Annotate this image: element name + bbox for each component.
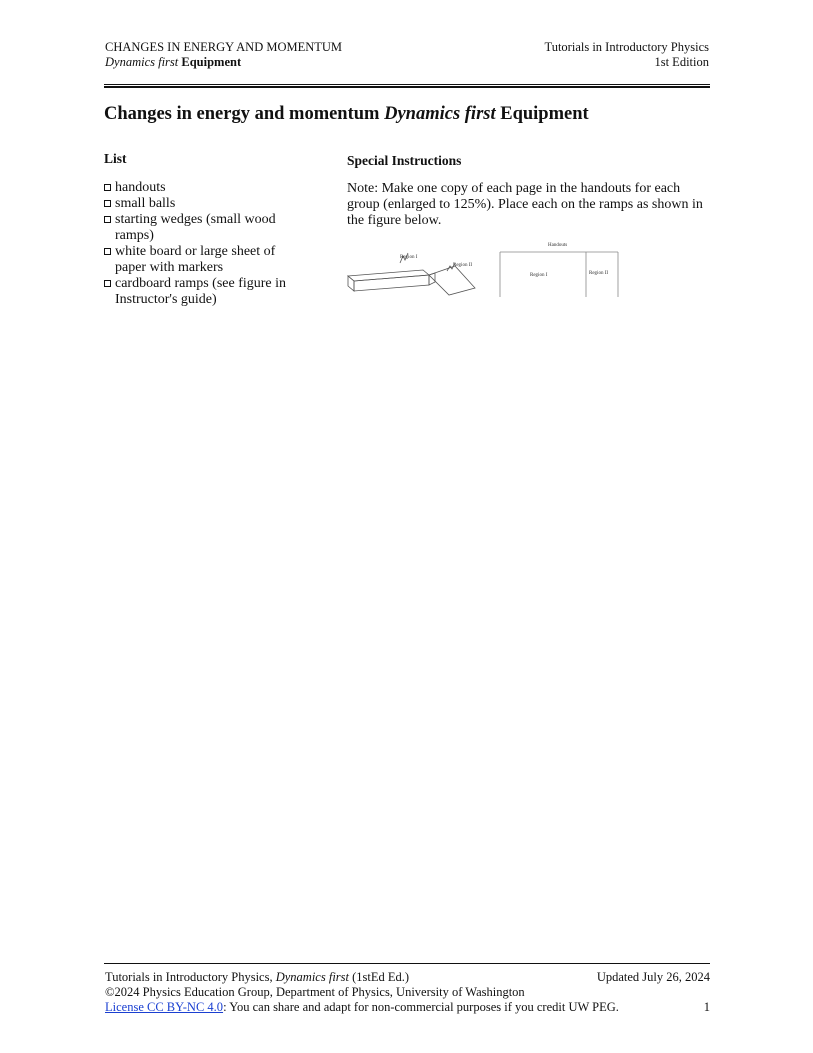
list-item-label: small balls (115, 196, 176, 211)
instructions-heading: Special Instructions (347, 153, 462, 168)
header-subtitle (105, 55, 342, 70)
footer-book-italic: Dynamics first (275, 970, 349, 984)
checkbox-square-icon (104, 184, 111, 191)
special-instructions-section (347, 152, 712, 229)
list-item-label: handouts (115, 180, 166, 195)
checkbox-square-icon (104, 216, 111, 223)
license-link[interactable]: License CC BY-NC 4.0 (105, 1000, 224, 1014)
ramp-figure (345, 236, 625, 300)
list-item-label: white board or large sheet of paper with markers (115, 244, 276, 275)
header-subtitle-italic: Dynamics first (105, 55, 179, 69)
handout-title-label: Handouts (548, 243, 568, 248)
list-heading: List (104, 151, 127, 166)
list-item (104, 196, 309, 212)
header-rule-thin (104, 84, 710, 85)
header-subtitle-bold: Equipment (181, 55, 242, 69)
header-rule-thick (104, 86, 710, 88)
ramp-diagram (345, 236, 625, 300)
list-item (104, 244, 309, 276)
footer-copyright: ©2024 Physics Education Group, Department of Physics, University of Washington (105, 985, 525, 999)
list-item-label: cardboard ramps (see figure in Instructor's guide) (115, 276, 287, 307)
checkbox-square-icon (104, 200, 111, 207)
handout-region-2-label: Region II (589, 271, 609, 276)
header-book-title: Tutorials in Introductory Physics (544, 40, 709, 54)
checkbox-square-icon (104, 248, 111, 255)
ramp-region-2-label: Region II (453, 263, 473, 268)
footer-updated-date: Updated July 26, 2024 (596, 970, 710, 984)
equipment-list-section (104, 150, 309, 308)
checkbox-square-icon (104, 280, 111, 287)
header-unit-title: CHANGES IN ENERGY AND MOMENTUM (105, 40, 343, 54)
equipment-list (104, 180, 309, 308)
list-item (104, 276, 309, 308)
footer-line-3 (105, 1000, 710, 1015)
ramp-region-1-label: Region I (400, 255, 418, 260)
header-left (105, 40, 342, 70)
footer-rule (104, 963, 710, 964)
footer-line-1 (105, 970, 710, 985)
instructions-text: Note: Make one copy of each page in the handouts for each group (enlarged to 125%). Place each on the ramps as shown in the figure below. (347, 181, 703, 228)
list-item (104, 212, 309, 244)
footer-book-prefix: Tutorials in Introductory Physics, (105, 970, 273, 984)
page-title-part1: Changes in energy and momentum (104, 104, 380, 124)
handout-region-1-label: Region I (530, 273, 548, 278)
header-edition: 1st Edition (654, 55, 709, 69)
license-text: : You can share and adapt for non-commercial purposes if you credit UW PEG. (223, 1000, 619, 1014)
page-title (104, 104, 589, 125)
page-number: 1 (703, 1000, 710, 1014)
list-item-label: starting wedges (small wood ramps) (115, 212, 276, 243)
footer-edition: (1stEd Ed.) (352, 970, 410, 984)
list-item (104, 180, 309, 196)
page-title-italic: Dynamics first (384, 104, 496, 124)
page-title-part3: Equipment (500, 104, 589, 124)
header-right (545, 40, 709, 70)
